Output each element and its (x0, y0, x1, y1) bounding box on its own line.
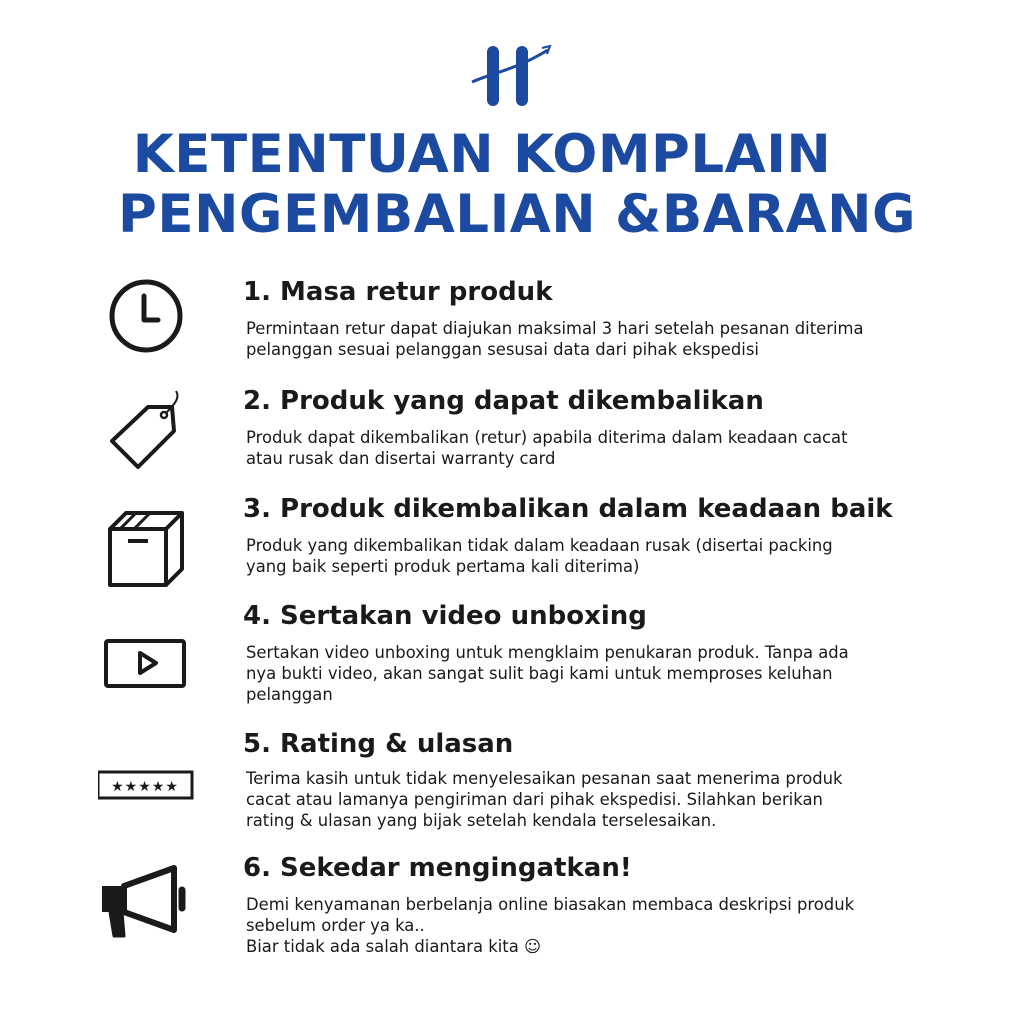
five-star-rating-icon (98, 736, 198, 836)
item-heading: 6. Sekedar mengingatkan! (243, 853, 632, 883)
video-play-icon (98, 613, 198, 713)
description-line: sebelum order ya ka.. (246, 916, 425, 935)
description-line: Permintaan retur dapat diajukan maksimal 3 hari setelah pesanan diterima (246, 319, 864, 338)
item-heading: 5. Rating & ulasan (243, 729, 514, 759)
item-description (246, 535, 946, 577)
item-heading: 2. Produk yang dapat dikembalikan (243, 386, 764, 416)
description-line: atau rusak dan disertai warranty card (246, 449, 556, 468)
description-line: nya bukti video, akan sangat sulit bagi kami untuk memproses keluhan (246, 664, 833, 683)
description-line: Produk yang dikembalikan tidak dalam keadaan rusak (disertai packing (246, 536, 833, 555)
item-heading: 1. Masa retur produk (243, 277, 553, 307)
description-line: pelanggan (246, 685, 333, 704)
item-description (246, 642, 946, 705)
description-line: rating & ulasan yang bijak setelah kendala terselesaikan. (246, 811, 717, 830)
description-line: Biar tidak ada salah diantara kita ☺ (246, 937, 542, 956)
item-description (246, 894, 946, 957)
item-description (246, 318, 946, 360)
description-line: Sertakan video unboxing untuk mengklaim penukaran produk. Tanpa ada (246, 643, 849, 662)
item-description (246, 427, 946, 469)
megaphone-icon (98, 858, 198, 958)
clock-icon (98, 268, 198, 368)
price-tag-icon (98, 385, 198, 485)
page-title-line-2: PENGEMBALIAN &BARANG (118, 184, 916, 245)
item-heading: 4. Sertakan video unboxing (243, 601, 647, 631)
description-line: Produk dapat dikembalikan (retur) apabila diterima dalam keadaan cacat (246, 428, 848, 447)
item-heading: 3. Produk dikembalikan dalam keadaan baik (243, 494, 893, 524)
brand-logo-icon (470, 38, 554, 110)
box-icon (98, 501, 198, 601)
description-line: pelanggan sesuai pelanggan sesusai data dari pihak ekspedisi (246, 340, 759, 359)
svg-text:★★★★★: ★★★★★ (111, 779, 179, 795)
description-line: Terima kasih untuk tidak menyelesaikan pesanan saat menerima produk (246, 769, 843, 788)
description-line: yang baik seperti produk pertama kali diterima) (246, 557, 640, 576)
item-description (246, 768, 946, 831)
page-title-line-1: KETENTUAN KOMPLAIN (132, 124, 832, 185)
description-line: cacat atau lamanya pengiriman dari pihak ekspedisi. Silahkan berikan (246, 790, 823, 809)
description-line: Demi kenyamanan berbelanja online biasakan membaca deskripsi produk (246, 895, 855, 914)
